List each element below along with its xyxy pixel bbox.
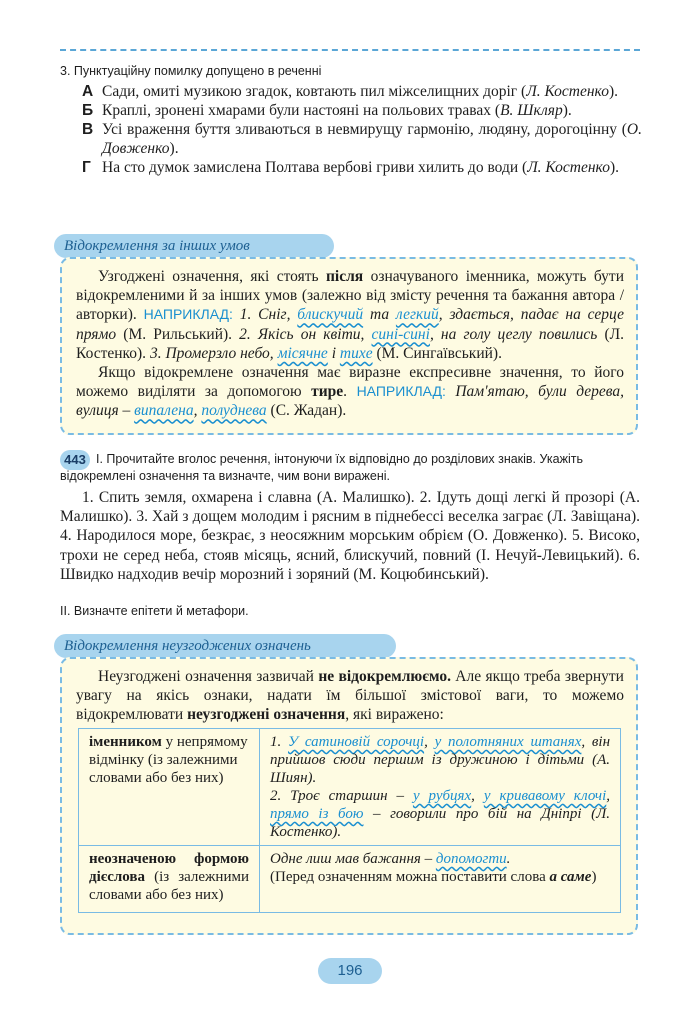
- rule2-intro: Неузгоджені означення зазвичай не відокремлюємо. Але якщо треба звернути увагу на якісь ознаки, надати їм більшої змістової ваги, то можемо відокремлювати неузгоджені означення, які виражено:: [76, 668, 624, 724]
- exercise-task-1: І. Прочитайте вголос речення, інтонуючи їх відповідно до розділових знаків. Укажіть відокремлені означення та визначте, чим вони виражені.: [60, 452, 583, 483]
- exercise-number-badge: 443: [60, 450, 90, 470]
- row2-left-cell: неозначеною формою дієслова (із залежними словами або без них): [79, 846, 260, 913]
- exercise-task-2: ІІ. Визначте епітети й метафори.: [60, 604, 249, 618]
- row1-right-cell: 1. У сатиновій сорочці, у полотняних штанях, він прийшов сюди першим із дружиною і дітьми (А. Шиян). 2. Троє старшин – у рубцях, у кривавому клочі, прямо із бою – говорили про бій на Дніпрі (Л. Костенко).: [260, 729, 621, 846]
- option-b[interactable]: Б Краплі, зронені хмарами були настояні на польових травах (В. Шкляр).: [82, 102, 572, 119]
- table-row: [79, 729, 621, 846]
- option-c[interactable]: В Усі враження буття зливаються в невмирущу гармонію, людяну, дорогоцінну (О. Довженко).: [82, 121, 642, 157]
- row1-left-cell: іменником у непрямому відмінку (із залежними словами або без них): [79, 729, 260, 846]
- answer-options: [82, 82, 642, 177]
- option-a[interactable]: А Сади, омиті музикою згадок, ковтають пил міжселищних доріг (Л. Костенко).: [82, 83, 619, 100]
- exercise-text: 1. Спить земля, охмарена і славна (А. Малишко). 2. Ідуть дощі легкі й прозорі (А. Малишко). 3. Хай з дощем молодим і рясним в піднебессі веселка заграє (Л. Завіщана). 4. Народилося море, безкрає, з неосяжним морським обрієм (О. Довженко). 5. Високо, трохи не серед неба, стояв місяць, ясний, блискучий, повний (І. Нечуй-Левицький). 6. Швидко надходив вечір морозний і зоряний (М. Коцюбинський).: [60, 489, 640, 583]
- row2-right-cell: Одне лиш мав бажання – допомогти. (Перед означенням можна поставити слова а саме): [260, 846, 621, 913]
- rule2-table: [78, 728, 621, 913]
- table-row: [79, 846, 621, 913]
- rule1-box: [60, 257, 638, 435]
- top-divider: [60, 49, 640, 51]
- rule2-tab-title: Відокремлення неузгоджених означень: [54, 634, 396, 658]
- rule2-box: [60, 657, 638, 935]
- rule1-text: Узгоджені означення, які стоять після означуваного іменника, можуть бути відокремленими й за інших умов (залежно від змісту речення та бажання автора / авторки). НАПРИКЛАД: 1. Сніг, блискучий та легкий, здається, падає на серце прямо (М. Рильський). 2. Якісь он квіти, сині-сині, на голу цеглу повились (Л. Костенко). 3. Промерзло небо, місячне і тихе (М. Сингаївський). Якщо відокремлене означення має виразне експресивне значення, то його можемо виділяти за допомогою тире. НАПРИКЛАД: Пам'ятаю, були дерева, вулиця – випалена, полуднева (С. Жадан).: [76, 268, 625, 420]
- rule1-tab-title: Відокремлення за інших умов: [54, 234, 334, 258]
- page-number: 196: [318, 958, 382, 984]
- question-title: 3. Пунктуаційну помилку допущено в реченні: [60, 64, 322, 78]
- option-d[interactable]: Г На сто думок замислена Полтава вербові гриви хилить до води (Л. Костенко).: [82, 159, 619, 176]
